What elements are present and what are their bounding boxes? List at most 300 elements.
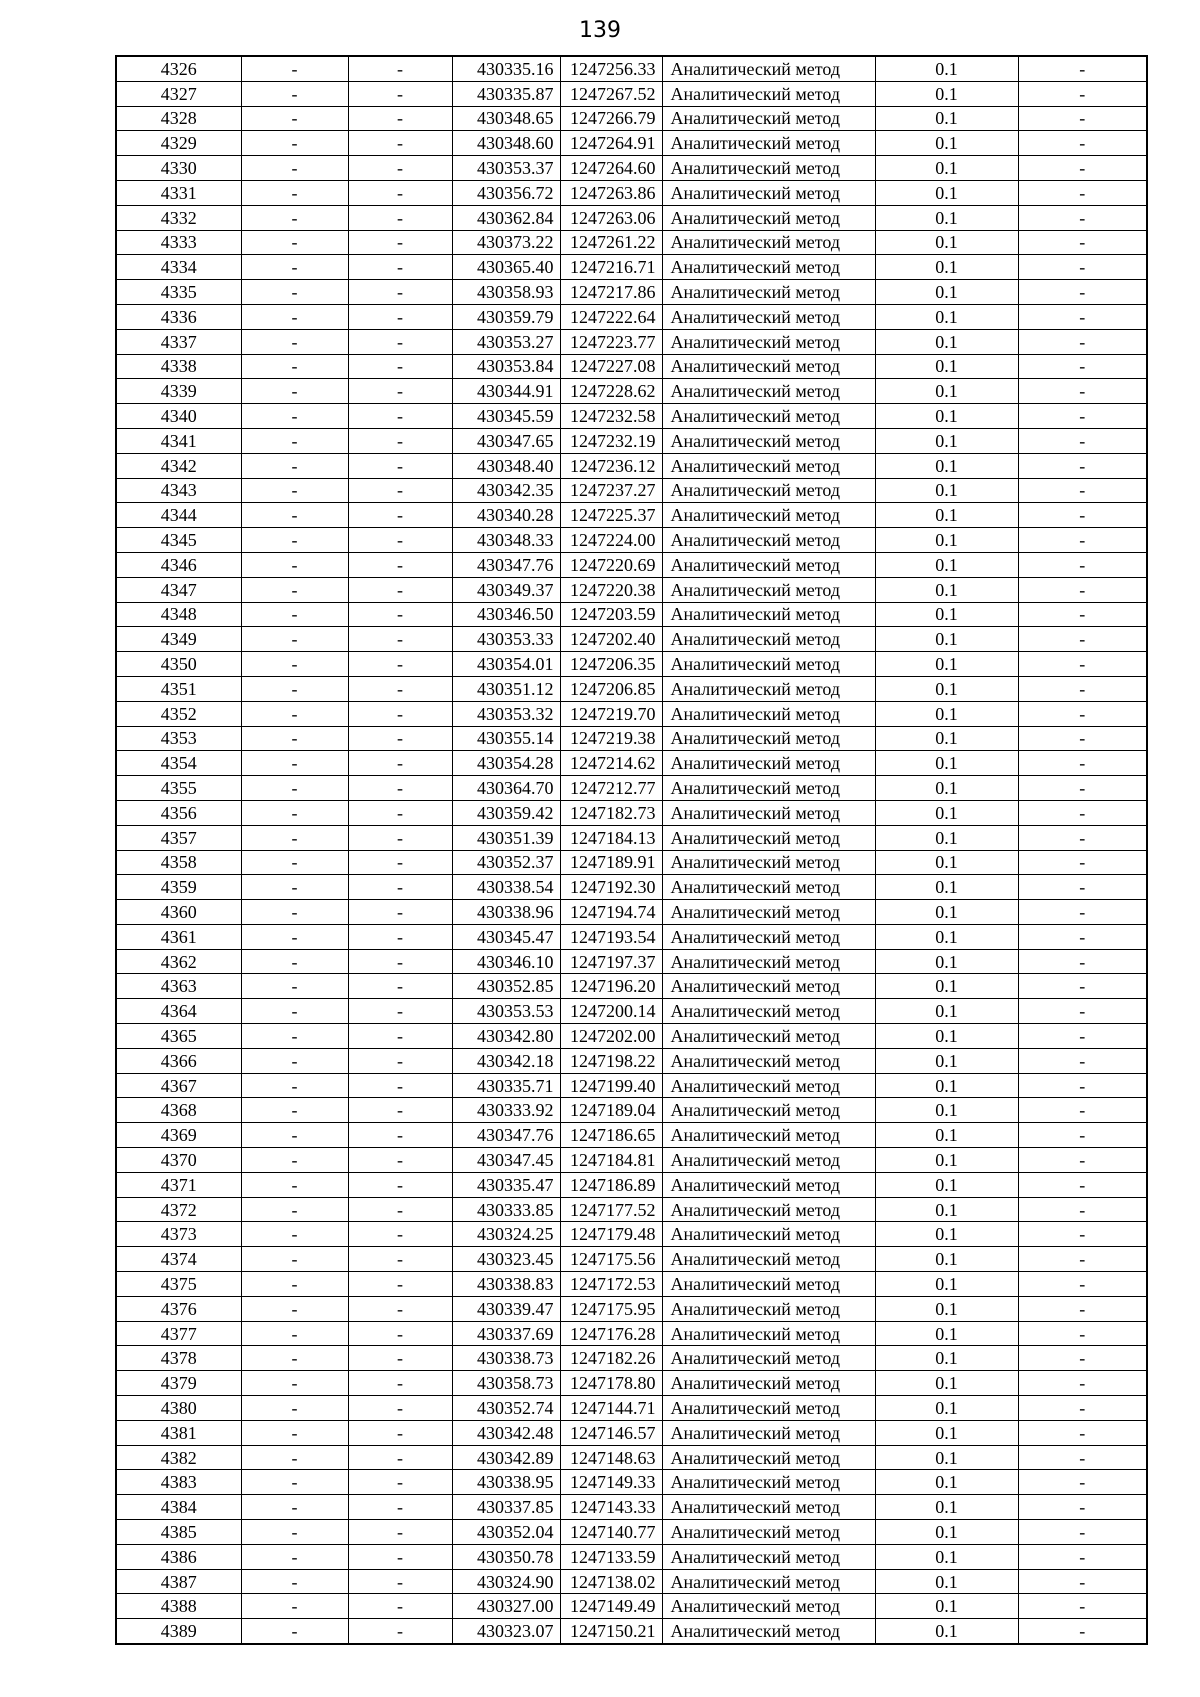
dash-cell-2: - (348, 1396, 452, 1421)
dash-cell-3: - (1018, 1148, 1147, 1173)
accuracy-cell: 0.1 (875, 627, 1018, 652)
point-number-cell: 4338 (116, 354, 241, 379)
accuracy-cell: 0.1 (875, 131, 1018, 156)
dash-cell-2: - (348, 1544, 452, 1569)
dash-cell-1: - (241, 1594, 348, 1619)
point-number-cell: 4365 (116, 1024, 241, 1049)
point-number-cell: 4337 (116, 329, 241, 354)
dash-cell-2: - (348, 329, 452, 354)
dash-cell-1: - (241, 1520, 348, 1545)
point-number-cell: 4388 (116, 1594, 241, 1619)
dash-cell-3: - (1018, 1569, 1147, 1594)
dash-cell-1: - (241, 106, 348, 131)
table-row (116, 230, 1147, 255)
table-row (116, 156, 1147, 181)
dash-cell-2: - (348, 280, 452, 305)
table-row (116, 404, 1147, 429)
coordinates-table (115, 55, 1148, 1645)
method-cell: Аналитический метод (662, 949, 875, 974)
point-number-cell: 4376 (116, 1296, 241, 1321)
point-number-cell: 4333 (116, 230, 241, 255)
method-cell: Аналитический метод (662, 106, 875, 131)
y-coordinate-cell: 1247189.91 (560, 850, 662, 875)
table-row (116, 627, 1147, 652)
method-cell: Аналитический метод (662, 1495, 875, 1520)
x-coordinate-cell: 430346.10 (452, 949, 560, 974)
y-coordinate-cell: 1247200.14 (560, 999, 662, 1024)
dash-cell-3: - (1018, 304, 1147, 329)
table-row (116, 56, 1147, 81)
x-coordinate-cell: 430347.45 (452, 1148, 560, 1173)
accuracy-cell: 0.1 (875, 602, 1018, 627)
point-number-cell: 4348 (116, 602, 241, 627)
dash-cell-2: - (348, 1048, 452, 1073)
dash-cell-2: - (348, 1098, 452, 1123)
dash-cell-2: - (348, 81, 452, 106)
accuracy-cell: 0.1 (875, 1544, 1018, 1569)
table-row (116, 875, 1147, 900)
dash-cell-1: - (241, 1569, 348, 1594)
dash-cell-1: - (241, 1172, 348, 1197)
point-number-cell: 4345 (116, 528, 241, 553)
dash-cell-2: - (348, 453, 452, 478)
x-coordinate-cell: 430352.85 (452, 974, 560, 999)
table-row (116, 1172, 1147, 1197)
dash-cell-3: - (1018, 1594, 1147, 1619)
point-number-cell: 4385 (116, 1520, 241, 1545)
x-coordinate-cell: 430373.22 (452, 230, 560, 255)
dash-cell-3: - (1018, 1073, 1147, 1098)
accuracy-cell: 0.1 (875, 1569, 1018, 1594)
y-coordinate-cell: 1247223.77 (560, 329, 662, 354)
accuracy-cell: 0.1 (875, 354, 1018, 379)
accuracy-cell: 0.1 (875, 503, 1018, 528)
method-cell: Аналитический метод (662, 751, 875, 776)
dash-cell-2: - (348, 156, 452, 181)
point-number-cell: 4329 (116, 131, 241, 156)
dash-cell-3: - (1018, 1495, 1147, 1520)
dash-cell-1: - (241, 379, 348, 404)
method-cell: Аналитический метод (662, 354, 875, 379)
dash-cell-3: - (1018, 875, 1147, 900)
dash-cell-2: - (348, 1123, 452, 1148)
dash-cell-1: - (241, 676, 348, 701)
table-row (116, 900, 1147, 925)
dash-cell-3: - (1018, 1272, 1147, 1297)
table-row (116, 1420, 1147, 1445)
dash-cell-3: - (1018, 974, 1147, 999)
dash-cell-3: - (1018, 354, 1147, 379)
point-number-cell: 4344 (116, 503, 241, 528)
accuracy-cell: 0.1 (875, 1346, 1018, 1371)
dash-cell-2: - (348, 602, 452, 627)
y-coordinate-cell: 1247267.52 (560, 81, 662, 106)
dash-cell-1: - (241, 850, 348, 875)
dash-cell-1: - (241, 701, 348, 726)
dash-cell-2: - (348, 131, 452, 156)
x-coordinate-cell: 430353.84 (452, 354, 560, 379)
dash-cell-1: - (241, 1321, 348, 1346)
x-coordinate-cell: 430338.54 (452, 875, 560, 900)
point-number-cell: 4334 (116, 255, 241, 280)
y-coordinate-cell: 1247186.65 (560, 1123, 662, 1148)
dash-cell-3: - (1018, 156, 1147, 181)
point-number-cell: 4349 (116, 627, 241, 652)
x-coordinate-cell: 430353.27 (452, 329, 560, 354)
method-cell: Аналитический метод (662, 676, 875, 701)
table-row (116, 974, 1147, 999)
y-coordinate-cell: 1247266.79 (560, 106, 662, 131)
accuracy-cell: 0.1 (875, 56, 1018, 81)
dash-cell-2: - (348, 1073, 452, 1098)
dash-cell-1: - (241, 627, 348, 652)
table-row (116, 106, 1147, 131)
method-cell: Аналитический метод (662, 1222, 875, 1247)
table-row (116, 1098, 1147, 1123)
accuracy-cell: 0.1 (875, 800, 1018, 825)
dash-cell-2: - (348, 800, 452, 825)
x-coordinate-cell: 430365.40 (452, 255, 560, 280)
dash-cell-3: - (1018, 81, 1147, 106)
y-coordinate-cell: 1247263.86 (560, 180, 662, 205)
method-cell: Аналитический метод (662, 453, 875, 478)
method-cell: Аналитический метод (662, 1396, 875, 1421)
point-number-cell: 4327 (116, 81, 241, 106)
accuracy-cell: 0.1 (875, 280, 1018, 305)
y-coordinate-cell: 1247220.38 (560, 577, 662, 602)
accuracy-cell: 0.1 (875, 180, 1018, 205)
accuracy-cell: 0.1 (875, 1495, 1018, 1520)
accuracy-cell: 0.1 (875, 1247, 1018, 1272)
point-number-cell: 4331 (116, 180, 241, 205)
dash-cell-3: - (1018, 850, 1147, 875)
dash-cell-3: - (1018, 1197, 1147, 1222)
dash-cell-1: - (241, 726, 348, 751)
dash-cell-1: - (241, 1619, 348, 1644)
x-coordinate-cell: 430352.37 (452, 850, 560, 875)
y-coordinate-cell: 1247144.71 (560, 1396, 662, 1421)
y-coordinate-cell: 1247227.08 (560, 354, 662, 379)
dash-cell-1: - (241, 1346, 348, 1371)
dash-cell-2: - (348, 180, 452, 205)
dash-cell-1: - (241, 974, 348, 999)
method-cell: Аналитический метод (662, 1520, 875, 1545)
method-cell: Аналитический метод (662, 1321, 875, 1346)
accuracy-cell: 0.1 (875, 453, 1018, 478)
point-number-cell: 4341 (116, 428, 241, 453)
method-cell: Аналитический метод (662, 701, 875, 726)
dash-cell-2: - (348, 999, 452, 1024)
table-row (116, 1321, 1147, 1346)
accuracy-cell: 0.1 (875, 404, 1018, 429)
x-coordinate-cell: 430347.76 (452, 1123, 560, 1148)
method-cell: Аналитический метод (662, 1619, 875, 1644)
dash-cell-2: - (348, 354, 452, 379)
table-row (116, 1197, 1147, 1222)
x-coordinate-cell: 430356.72 (452, 180, 560, 205)
point-number-cell: 4358 (116, 850, 241, 875)
dash-cell-1: - (241, 1222, 348, 1247)
method-cell: Аналитический метод (662, 528, 875, 553)
x-coordinate-cell: 430355.14 (452, 726, 560, 751)
x-coordinate-cell: 430345.47 (452, 924, 560, 949)
x-coordinate-cell: 430352.04 (452, 1520, 560, 1545)
y-coordinate-cell: 1247197.37 (560, 949, 662, 974)
x-coordinate-cell: 430351.12 (452, 676, 560, 701)
point-number-cell: 4373 (116, 1222, 241, 1247)
dash-cell-1: - (241, 800, 348, 825)
y-coordinate-cell: 1247214.62 (560, 751, 662, 776)
accuracy-cell: 0.1 (875, 924, 1018, 949)
dash-cell-3: - (1018, 924, 1147, 949)
table-row (116, 131, 1147, 156)
method-cell: Аналитический метод (662, 255, 875, 280)
method-cell: Аналитический метод (662, 404, 875, 429)
point-number-cell: 4361 (116, 924, 241, 949)
y-coordinate-cell: 1247143.33 (560, 1495, 662, 1520)
point-number-cell: 4363 (116, 974, 241, 999)
table-row (116, 825, 1147, 850)
accuracy-cell: 0.1 (875, 304, 1018, 329)
dash-cell-1: - (241, 552, 348, 577)
accuracy-cell: 0.1 (875, 478, 1018, 503)
table-row (116, 1619, 1147, 1644)
y-coordinate-cell: 1247216.71 (560, 255, 662, 280)
accuracy-cell: 0.1 (875, 1222, 1018, 1247)
accuracy-cell: 0.1 (875, 156, 1018, 181)
point-number-cell: 4330 (116, 156, 241, 181)
y-coordinate-cell: 1247237.27 (560, 478, 662, 503)
x-coordinate-cell: 430342.89 (452, 1445, 560, 1470)
dash-cell-3: - (1018, 478, 1147, 503)
accuracy-cell: 0.1 (875, 1197, 1018, 1222)
table-row (116, 924, 1147, 949)
dash-cell-3: - (1018, 602, 1147, 627)
dash-cell-2: - (348, 627, 452, 652)
accuracy-cell: 0.1 (875, 552, 1018, 577)
y-coordinate-cell: 1247175.56 (560, 1247, 662, 1272)
y-coordinate-cell: 1247140.77 (560, 1520, 662, 1545)
point-number-cell: 4340 (116, 404, 241, 429)
method-cell: Аналитический метод (662, 1172, 875, 1197)
y-coordinate-cell: 1247192.30 (560, 875, 662, 900)
dash-cell-2: - (348, 900, 452, 925)
point-number-cell: 4387 (116, 1569, 241, 1594)
table-row (116, 255, 1147, 280)
accuracy-cell: 0.1 (875, 676, 1018, 701)
point-number-cell: 4378 (116, 1346, 241, 1371)
accuracy-cell: 0.1 (875, 379, 1018, 404)
table-row (116, 602, 1147, 627)
dash-cell-2: - (348, 205, 452, 230)
accuracy-cell: 0.1 (875, 1296, 1018, 1321)
table-row (116, 850, 1147, 875)
dash-cell-2: - (348, 1445, 452, 1470)
accuracy-cell: 0.1 (875, 329, 1018, 354)
dash-cell-1: - (241, 503, 348, 528)
y-coordinate-cell: 1247176.28 (560, 1321, 662, 1346)
dash-cell-1: - (241, 999, 348, 1024)
dash-cell-3: - (1018, 56, 1147, 81)
dash-cell-2: - (348, 304, 452, 329)
x-coordinate-cell: 430346.50 (452, 602, 560, 627)
accuracy-cell: 0.1 (875, 1520, 1018, 1545)
y-coordinate-cell: 1247172.53 (560, 1272, 662, 1297)
x-coordinate-cell: 430353.53 (452, 999, 560, 1024)
dash-cell-2: - (348, 652, 452, 677)
dash-cell-2: - (348, 1520, 452, 1545)
dash-cell-1: - (241, 751, 348, 776)
dash-cell-1: - (241, 478, 348, 503)
table-row (116, 552, 1147, 577)
y-coordinate-cell: 1247182.73 (560, 800, 662, 825)
x-coordinate-cell: 430342.35 (452, 478, 560, 503)
accuracy-cell: 0.1 (875, 751, 1018, 776)
method-cell: Аналитический метод (662, 81, 875, 106)
x-coordinate-cell: 430323.07 (452, 1619, 560, 1644)
dash-cell-1: - (241, 949, 348, 974)
dash-cell-1: - (241, 1371, 348, 1396)
dash-cell-3: - (1018, 800, 1147, 825)
dash-cell-1: - (241, 1148, 348, 1173)
dash-cell-1: - (241, 280, 348, 305)
dash-cell-1: - (241, 1420, 348, 1445)
page-number: 139 (579, 18, 621, 43)
dash-cell-1: - (241, 156, 348, 181)
table-row (116, 1594, 1147, 1619)
dash-cell-2: - (348, 974, 452, 999)
accuracy-cell: 0.1 (875, 1396, 1018, 1421)
table-row (116, 428, 1147, 453)
dash-cell-1: - (241, 453, 348, 478)
y-coordinate-cell: 1247199.40 (560, 1073, 662, 1098)
dash-cell-2: - (348, 850, 452, 875)
accuracy-cell: 0.1 (875, 825, 1018, 850)
dash-cell-1: - (241, 230, 348, 255)
x-coordinate-cell: 430333.92 (452, 1098, 560, 1123)
method-cell: Аналитический метод (662, 825, 875, 850)
dash-cell-3: - (1018, 676, 1147, 701)
dash-cell-3: - (1018, 1172, 1147, 1197)
table-row (116, 701, 1147, 726)
x-coordinate-cell: 430358.93 (452, 280, 560, 305)
x-coordinate-cell: 430337.85 (452, 1495, 560, 1520)
dash-cell-2: - (348, 1346, 452, 1371)
dash-cell-3: - (1018, 1445, 1147, 1470)
y-coordinate-cell: 1247203.59 (560, 602, 662, 627)
table-row (116, 751, 1147, 776)
y-coordinate-cell: 1247184.13 (560, 825, 662, 850)
point-number-cell: 4382 (116, 1445, 241, 1470)
y-coordinate-cell: 1247178.80 (560, 1371, 662, 1396)
table-row (116, 1024, 1147, 1049)
dash-cell-2: - (348, 56, 452, 81)
dash-cell-1: - (241, 1197, 348, 1222)
accuracy-cell: 0.1 (875, 255, 1018, 280)
point-number-cell: 4351 (116, 676, 241, 701)
x-coordinate-cell: 430347.65 (452, 428, 560, 453)
dash-cell-2: - (348, 428, 452, 453)
dash-cell-1: - (241, 205, 348, 230)
accuracy-cell: 0.1 (875, 999, 1018, 1024)
dash-cell-1: - (241, 180, 348, 205)
dash-cell-2: - (348, 924, 452, 949)
dash-cell-3: - (1018, 1346, 1147, 1371)
dash-cell-2: - (348, 1247, 452, 1272)
dash-cell-2: - (348, 503, 452, 528)
table-row (116, 280, 1147, 305)
y-coordinate-cell: 1247202.40 (560, 627, 662, 652)
method-cell: Аналитический метод (662, 974, 875, 999)
dash-cell-2: - (348, 875, 452, 900)
method-cell: Аналитический метод (662, 1569, 875, 1594)
table-row (116, 1346, 1147, 1371)
dash-cell-2: - (348, 106, 452, 131)
method-cell: Аналитический метод (662, 1594, 875, 1619)
dash-cell-2: - (348, 726, 452, 751)
dash-cell-2: - (348, 676, 452, 701)
accuracy-cell: 0.1 (875, 1371, 1018, 1396)
y-coordinate-cell: 1247177.52 (560, 1197, 662, 1222)
x-coordinate-cell: 430364.70 (452, 776, 560, 801)
y-coordinate-cell: 1247194.74 (560, 900, 662, 925)
y-coordinate-cell: 1247264.91 (560, 131, 662, 156)
table-row (116, 676, 1147, 701)
x-coordinate-cell: 430335.16 (452, 56, 560, 81)
x-coordinate-cell: 430335.71 (452, 1073, 560, 1098)
x-coordinate-cell: 430348.33 (452, 528, 560, 553)
point-number-cell: 4375 (116, 1272, 241, 1297)
dash-cell-3: - (1018, 280, 1147, 305)
dash-cell-1: - (241, 56, 348, 81)
accuracy-cell: 0.1 (875, 428, 1018, 453)
x-coordinate-cell: 430350.78 (452, 1544, 560, 1569)
method-cell: Аналитический метод (662, 1544, 875, 1569)
point-number-cell: 4384 (116, 1495, 241, 1520)
dash-cell-1: - (241, 131, 348, 156)
y-coordinate-cell: 1247198.22 (560, 1048, 662, 1073)
method-cell: Аналитический метод (662, 776, 875, 801)
dash-cell-2: - (348, 1197, 452, 1222)
point-number-cell: 4377 (116, 1321, 241, 1346)
dash-cell-1: - (241, 81, 348, 106)
accuracy-cell: 0.1 (875, 1445, 1018, 1470)
dash-cell-1: - (241, 1247, 348, 1272)
x-coordinate-cell: 430359.79 (452, 304, 560, 329)
method-cell: Аналитический метод (662, 602, 875, 627)
dash-cell-2: - (348, 1321, 452, 1346)
accuracy-cell: 0.1 (875, 1420, 1018, 1445)
dash-cell-1: - (241, 304, 348, 329)
accuracy-cell: 0.1 (875, 900, 1018, 925)
method-cell: Аналитический метод (662, 205, 875, 230)
dash-cell-2: - (348, 751, 452, 776)
x-coordinate-cell: 430348.65 (452, 106, 560, 131)
dash-cell-3: - (1018, 1247, 1147, 1272)
x-coordinate-cell: 430348.40 (452, 453, 560, 478)
point-number-cell: 4370 (116, 1148, 241, 1173)
table-row (116, 1296, 1147, 1321)
x-coordinate-cell: 430324.90 (452, 1569, 560, 1594)
method-cell: Аналитический метод (662, 230, 875, 255)
method-cell: Аналитический метод (662, 1470, 875, 1495)
table-row (116, 81, 1147, 106)
dash-cell-2: - (348, 528, 452, 553)
x-coordinate-cell: 430323.45 (452, 1247, 560, 1272)
dash-cell-2: - (348, 1619, 452, 1644)
dash-cell-3: - (1018, 379, 1147, 404)
method-cell: Аналитический метод (662, 1296, 875, 1321)
